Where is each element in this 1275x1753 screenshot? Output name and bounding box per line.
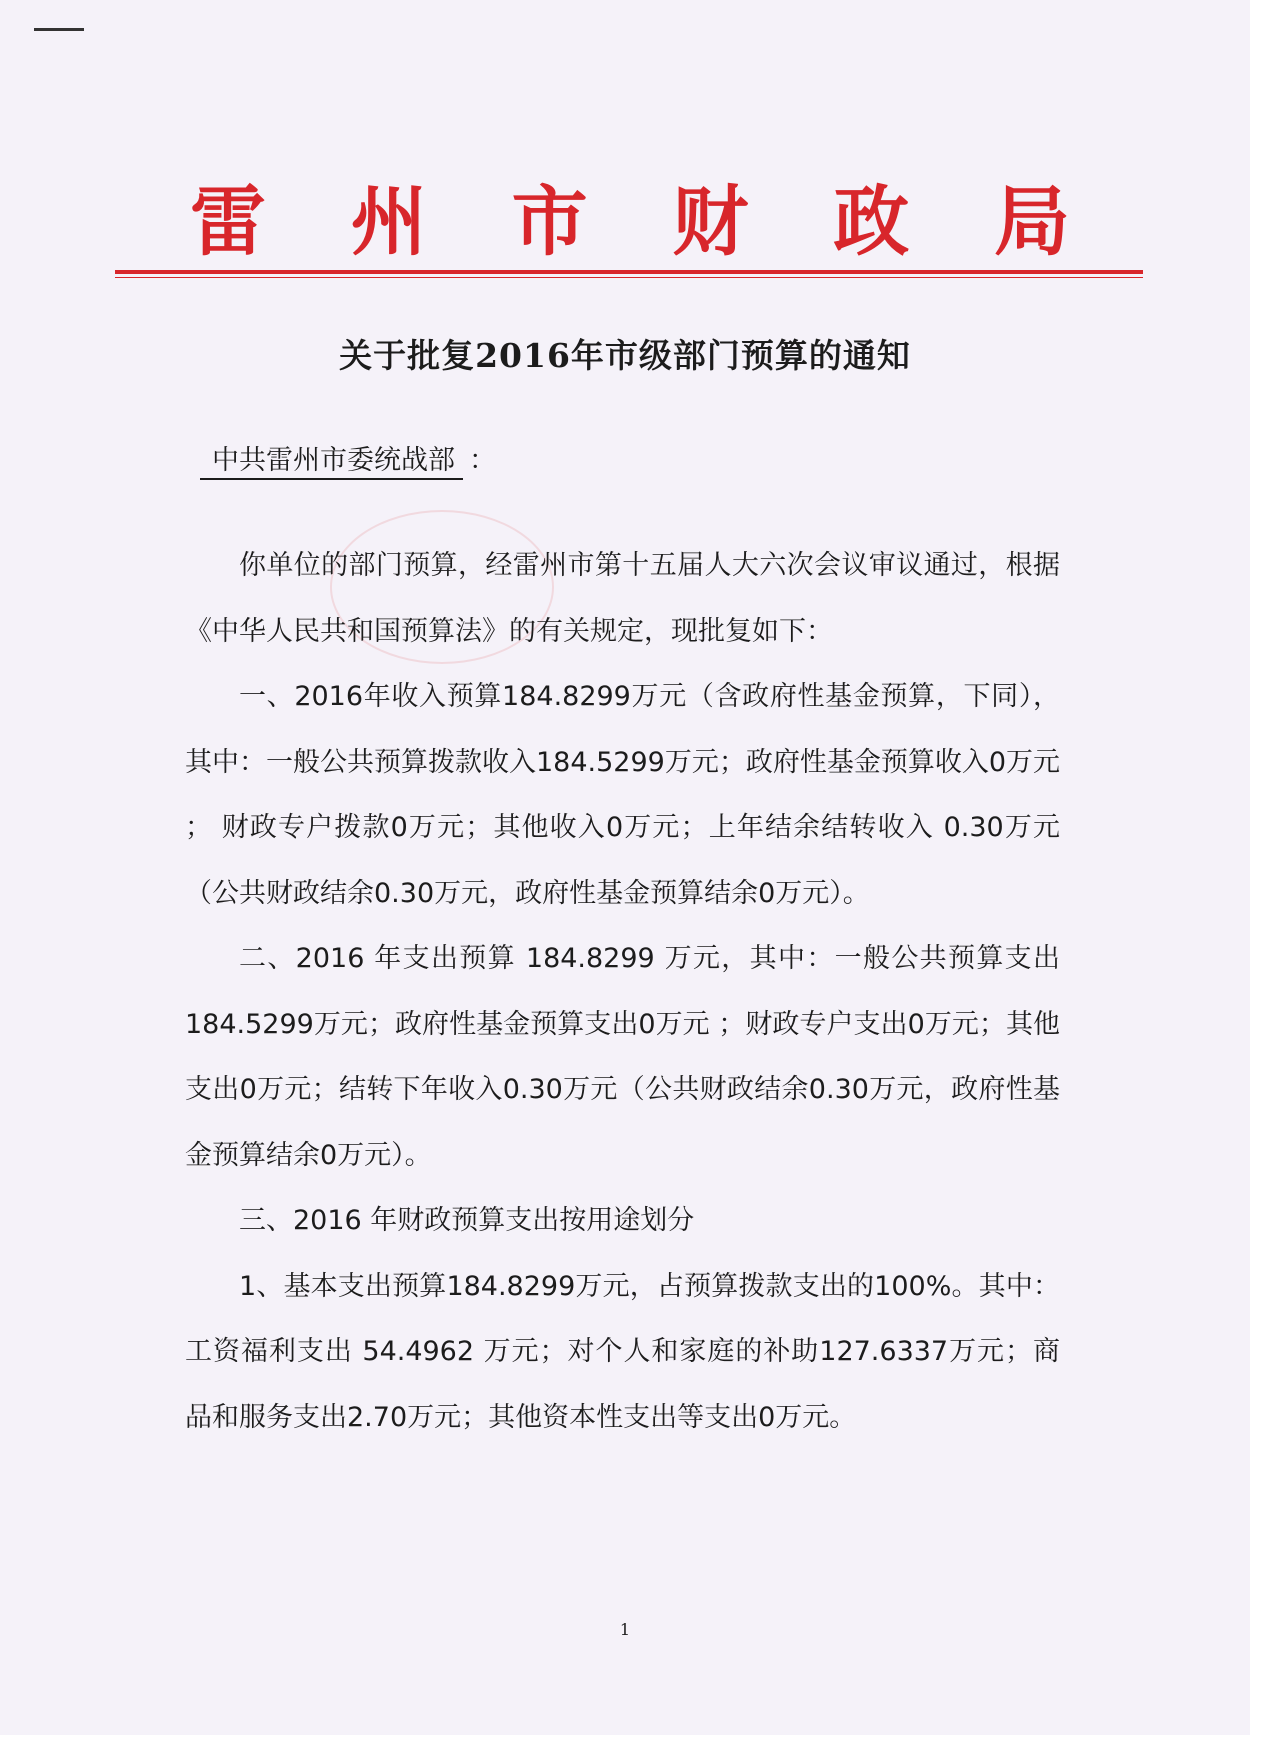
document-title: 关于批复2016年市级部门预算的通知 <box>339 336 911 375</box>
letterhead-char: 财 <box>672 176 749 266</box>
letterhead <box>190 170 1070 266</box>
corner-mark <box>34 28 84 31</box>
letterhead-char: 政 <box>833 176 910 266</box>
paragraph: 你单位的部门预算，经雷州市第十五届人大六次会议审议通过，根据《中华人民共和国预算法》的有关规定，现批复如下： <box>185 550 1060 647</box>
letterhead-char: 局 <box>993 176 1070 266</box>
letterhead-char: 市 <box>511 176 588 266</box>
page-number: 1 <box>619 1620 631 1639</box>
scan-edge <box>1250 0 1275 1753</box>
letterhead-rule-thin <box>115 277 1143 278</box>
recipient-name: 中共雷州市委统战部 <box>200 445 463 480</box>
paragraph: 三、2016 年财政预算支出按用途划分 <box>239 1205 695 1236</box>
paragraph: 一、2016年收入预算184.8299万元（含政府性基金预算，下同），其中：一般公共预算拨款收入184.5299万元；政府性基金预算收入0万元 ； 财政专户拨款0万元；其他收入0万元；上年结余结转收入 0.30万元（公共财政结余0.30万元，政府性基金预算结余0万元）。 <box>185 681 1061 909</box>
letterhead-rule <box>115 270 1143 274</box>
letterhead-char: 州 <box>350 176 427 266</box>
letterhead-char: 雷 <box>190 176 266 266</box>
recipient-line <box>200 438 496 477</box>
scan-bottom-edge <box>0 1735 1275 1753</box>
document-body <box>185 533 1060 1450</box>
paragraph: 二、2016 年支出预算 184.8299 万元，其中：一般公共预算支出184.5299万元；政府性基金预算支出0万元 ；财政专户支出0万元；其他支出0万元；结转下年收入0.30万元（公共财政结余0.30万元，政府性基金预算结余0万元）。 <box>185 943 1060 1171</box>
recipient-colon: ： <box>469 445 496 476</box>
paragraph: 1、基本支出预算184.8299万元，占预算拨款支出的100%。其中：工资福利支出 54.4962 万元；对个人和家庭的补助127.6337万元；商品和服务支出2.70万元；其他资本性支出等支出0万元。 <box>185 1270 1060 1433</box>
